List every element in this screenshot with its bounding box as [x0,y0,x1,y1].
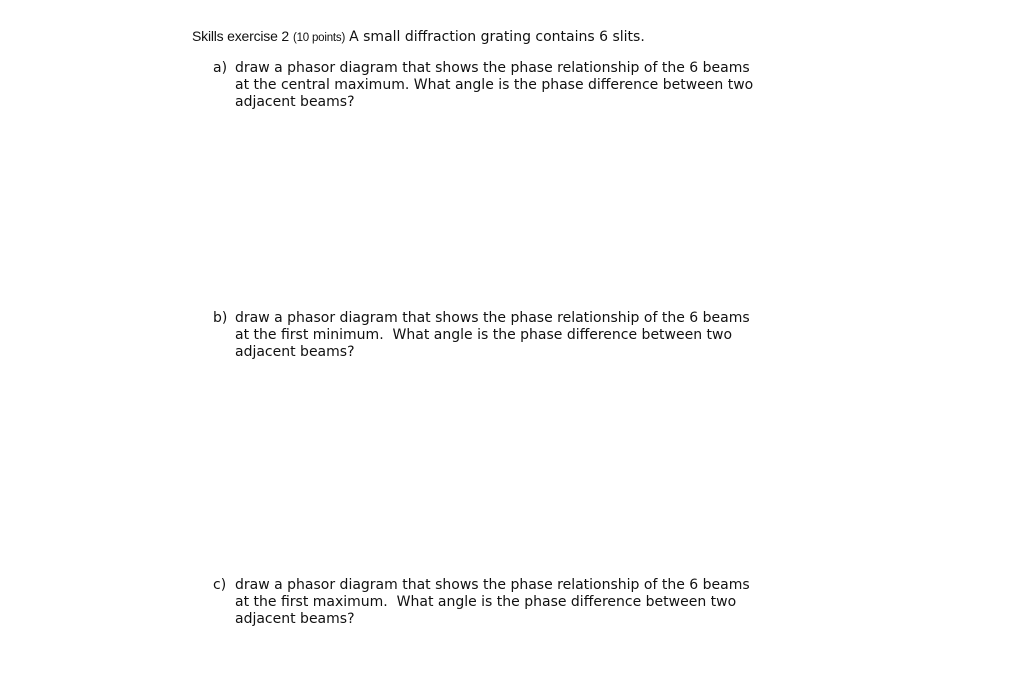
question-label: b) [213,310,228,326]
question-text-line: draw a phasor diagram that shows the phase relationship of the 6 beams [235,310,750,326]
exercise-title: Skills exercise 2 [192,28,289,44]
question-b [213,310,793,361]
exercise-header [192,27,645,47]
question-a [213,60,793,111]
question-c [213,577,793,628]
question-text-line: adjacent beams? [235,344,355,360]
question-label: a) [213,60,228,76]
question-text-line: adjacent beams? [235,94,355,110]
question-text-line: draw a phasor diagram that shows the phase relationship of the 6 beams [235,60,750,76]
question-text-line: at the first maximum. What angle is the phase difference between two [235,594,737,610]
problem-statement: A small diffraction grating contains 6 slits. [349,29,645,45]
question-label: c) [213,577,227,593]
exercise-points: (10 points) [292,32,346,44]
question-text-line: draw a phasor diagram that shows the phase relationship of the 6 beams [235,577,750,593]
question-text-line: at the first minimum. What angle is the phase difference between two [235,327,733,343]
question-text-line: adjacent beams? [235,611,355,627]
question-text-line: at the central maximum. What angle is the phase difference between two [235,77,754,93]
